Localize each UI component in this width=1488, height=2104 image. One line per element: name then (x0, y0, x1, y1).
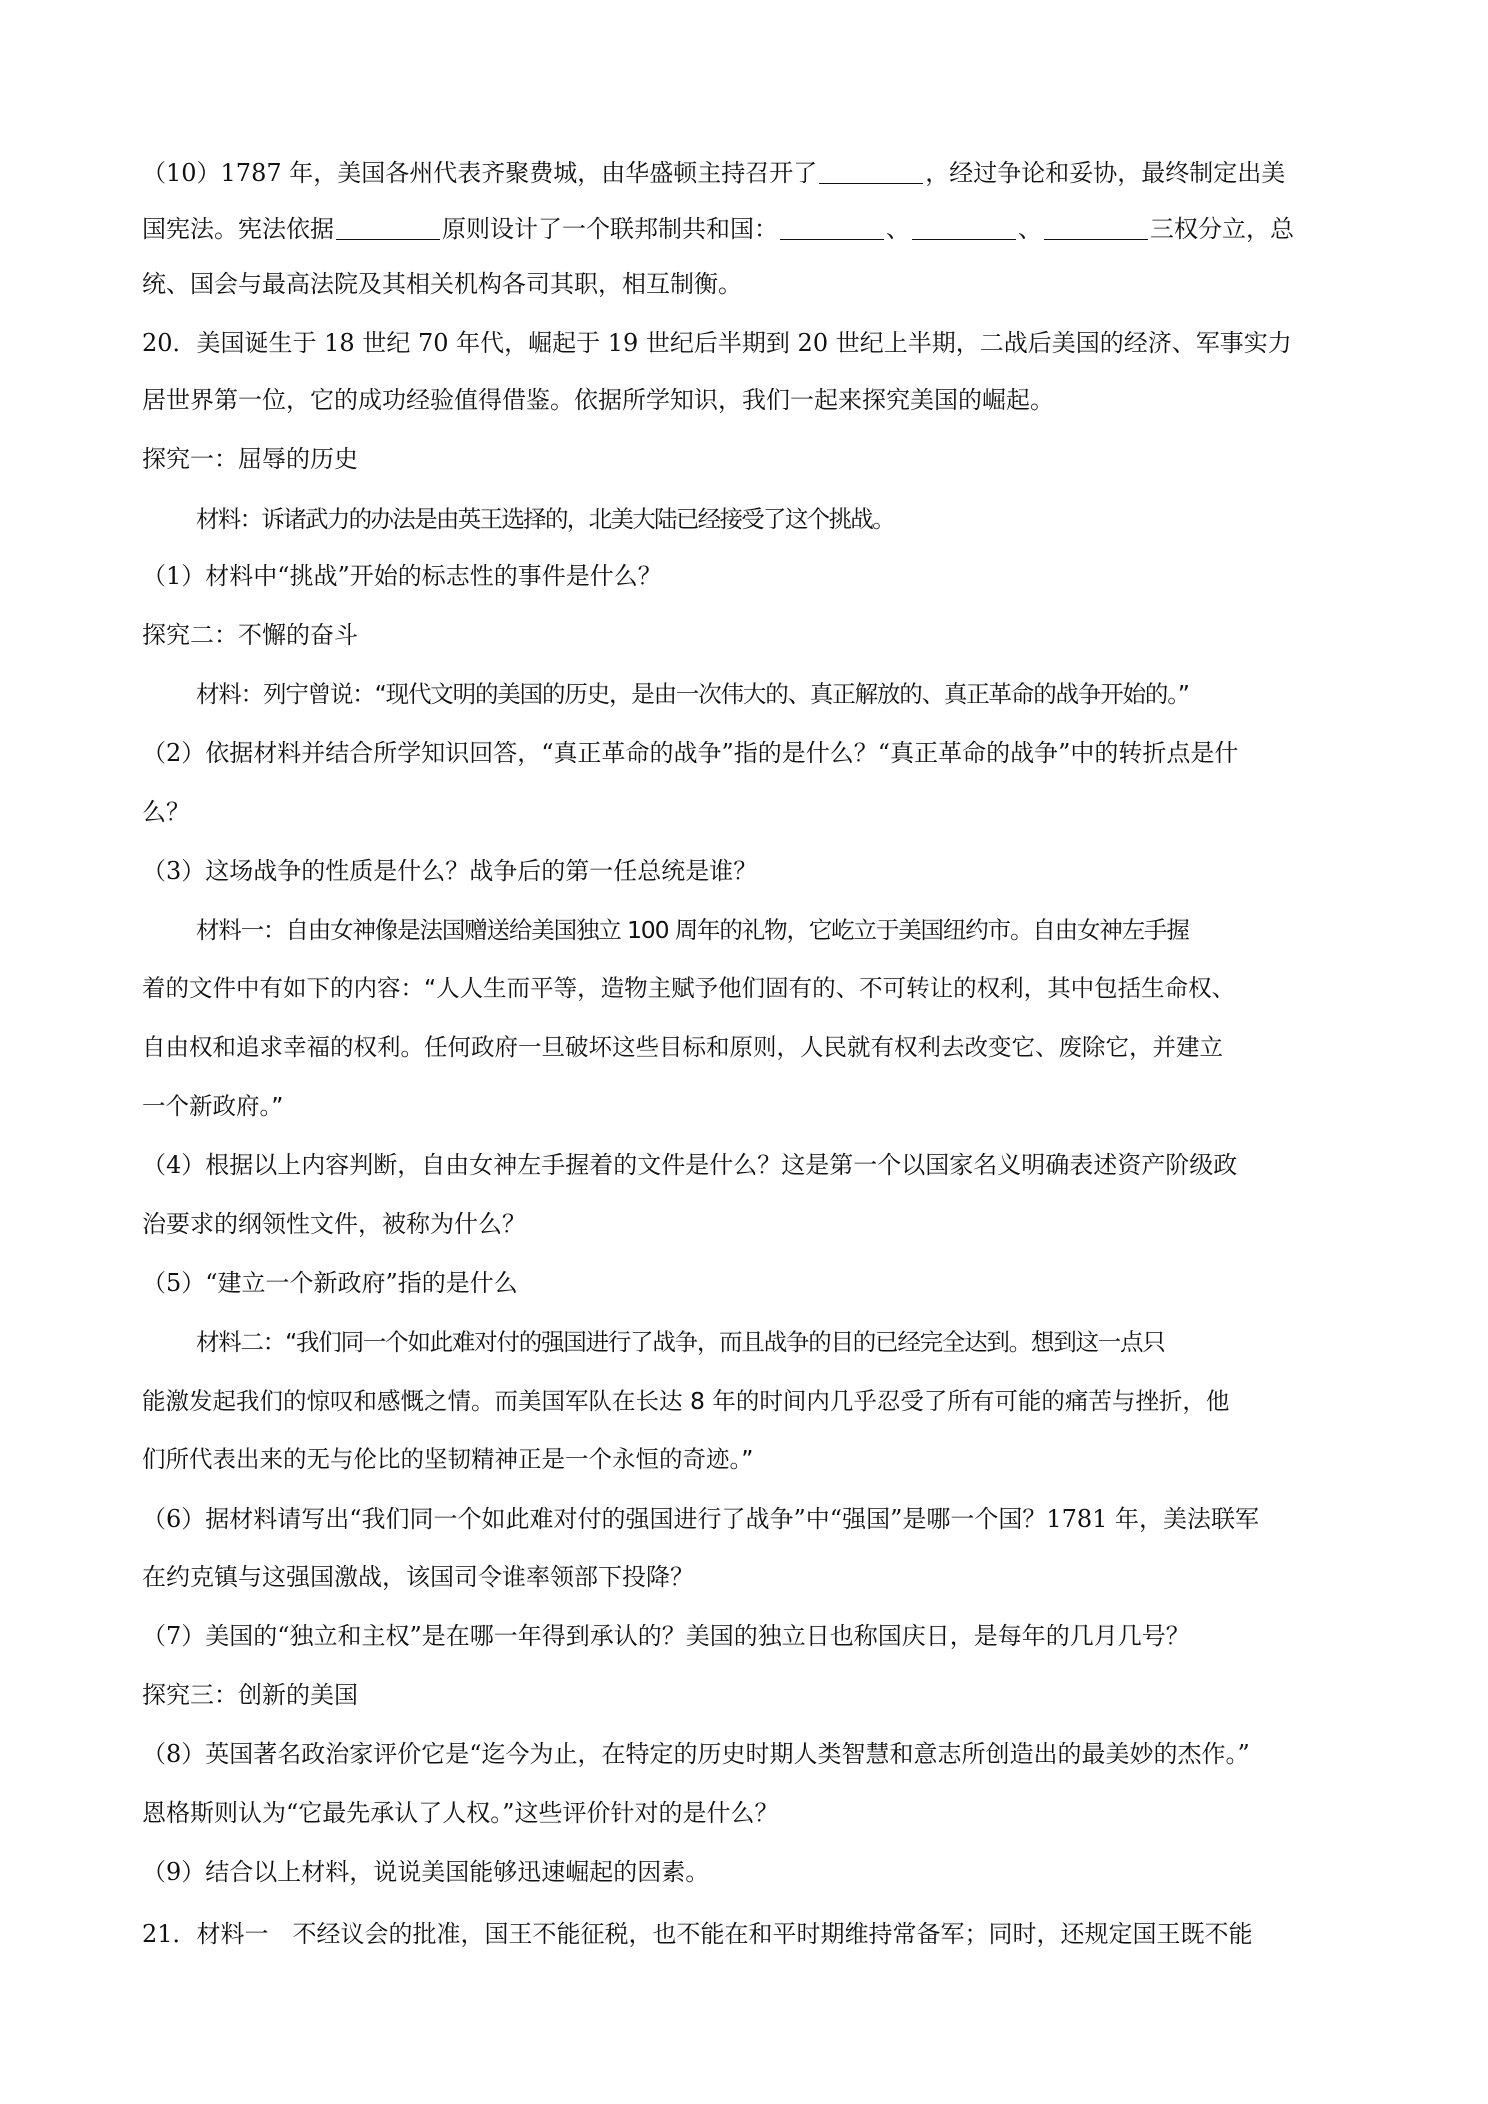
sub-question-4-line-2: 治要求的纲领性文件，被称为什么？ (142, 1210, 526, 1238)
q20-line-1: 20．美国诞生于 18 世纪 70 年代，崛起于 19 世纪后半期到 20 世纪上半期，二战后美国的经济、军事实力 (142, 329, 1292, 357)
sub-question-8-line-1: （8）英国著名政治家评价它是“迄今为止，在特定的历史时期人类智慧和意志所创造出的最美妙的杰作。” (142, 1740, 1250, 1768)
material-quote: 材料：诉诸武力的办法是由英王选择的，北美大陆已经接受了这个挑战。 (196, 505, 894, 533)
q10-line-1: （10）1787 年，美国各州代表齐聚费城，由华盛顿主持召开了 ，经过争论和妥协，最终制定出美 (142, 159, 1286, 187)
sub-question-3: （3）这场战争的性质是什么？战争后的第一任总统是谁？ (142, 857, 758, 885)
answer-blank[interactable] (912, 215, 1016, 240)
material-lenin-quote: 材料：列宁曾说：“现代文明的美国的历史，是由一次伟大的、真正解放的、真正革命的战争开始的。” (196, 680, 1189, 708)
q10-line-2: 国宪法。宪法依据 原则设计了一个联邦制共和国： 、 、 三权分立，总 (142, 215, 1294, 243)
material-1-line-3: 自由权和追求幸福的权利。任何政府一旦破坏这些目标和原则，人民就有权利去改变它、废除它，并建立 (142, 1033, 1223, 1061)
sub-question-5: （5）“建立一个新政府”指的是什么 (142, 1269, 518, 1297)
explore-heading-3: 探究三：创新的美国 (142, 1681, 358, 1709)
sub-question-2-line-2: 么？ (142, 798, 190, 826)
explore-heading-1: 探究一：屈辱的历史 (142, 445, 358, 473)
sub-question-4-line-1: （4）根据以上内容判断，自由女神左手握着的文件是什么？这是第一个以国家名义明确表述资产阶级政 (142, 1151, 1238, 1179)
material-1-line-2: 着的文件中有如下的内容：“人人生而平等，造物主赋予他们固有的、不可转让的权利，其中包括生命权、 (142, 974, 1236, 1002)
material-1-line-1: 材料一：自由女神像是法国赠送给美国独立 100 周年的礼物，它屹立于美国纽约市。自由女神左手握 (196, 916, 1189, 944)
material-2-line-2: 能激发起我们的惊叹和感慨之情。而美国军队在长达 8 年的时间内几乎忍受了所有可能的痛苦与挫折，他 (142, 1387, 1230, 1415)
q20-line-2: 居世界第一位，它的成功经验值得借鉴。依据所学知识，我们一起来探究美国的崛起。 (142, 386, 1054, 414)
material-2-line-3: 们所代表出来的无与伦比的坚韧精神正是一个永恒的奇迹。” (142, 1445, 754, 1473)
sub-question-1: （1）材料中“挑战”开始的标志性的事件是什么？ (142, 562, 662, 590)
answer-blank[interactable] (819, 159, 923, 184)
material-1-line-4: 一个新政府。” (142, 1092, 284, 1120)
material-2-line-1: 材料二：“我们同一个如此难对付的强国进行了战争，而且战争的目的已经完全达到。想到这一点只 (196, 1328, 1165, 1356)
sub-question-6-line-2: 在约克镇与这强国激战，该国司令谁率领部下投降？ (142, 1563, 694, 1591)
sub-question-8-line-2: 恩格斯则认为“它最先承认了人权。”这些评价针对的是什么？ (142, 1799, 779, 1827)
answer-blank[interactable] (1044, 215, 1148, 240)
answer-blank[interactable] (336, 215, 440, 240)
sub-question-6-line-1: （6）据材料请写出“我们同一个如此难对付的强国进行了战争”中“强国”是哪一个国？1781 年，美法联军 (142, 1505, 1260, 1533)
explore-heading-2: 探究二：不懈的奋斗 (142, 621, 358, 649)
sub-question-2-line-1: （2）依据材料并结合所学知识回答，“真正革命的战争”指的是什么？“真正革命的战争”中的转折点是什 (142, 739, 1239, 767)
answer-blank[interactable] (780, 215, 884, 240)
sub-question-7: （7）美国的“独立和主权”是在哪一年得到承认的？美国的独立日也称国庆日，是每年的几月几号？ (142, 1622, 1190, 1650)
q21-line-1: 21．材料一 不经议会的批准，国王不能征税，也不能在和平时期维持常备军；同时，还规定国王既不能 (142, 1920, 1253, 1948)
q10-line-3: 统、国会与最高法院及其相关机构各司其职，相互制衡。 (142, 270, 742, 298)
sub-question-9: （9）结合以上材料，说说美国能够迅速崛起的因素。 (142, 1858, 710, 1886)
